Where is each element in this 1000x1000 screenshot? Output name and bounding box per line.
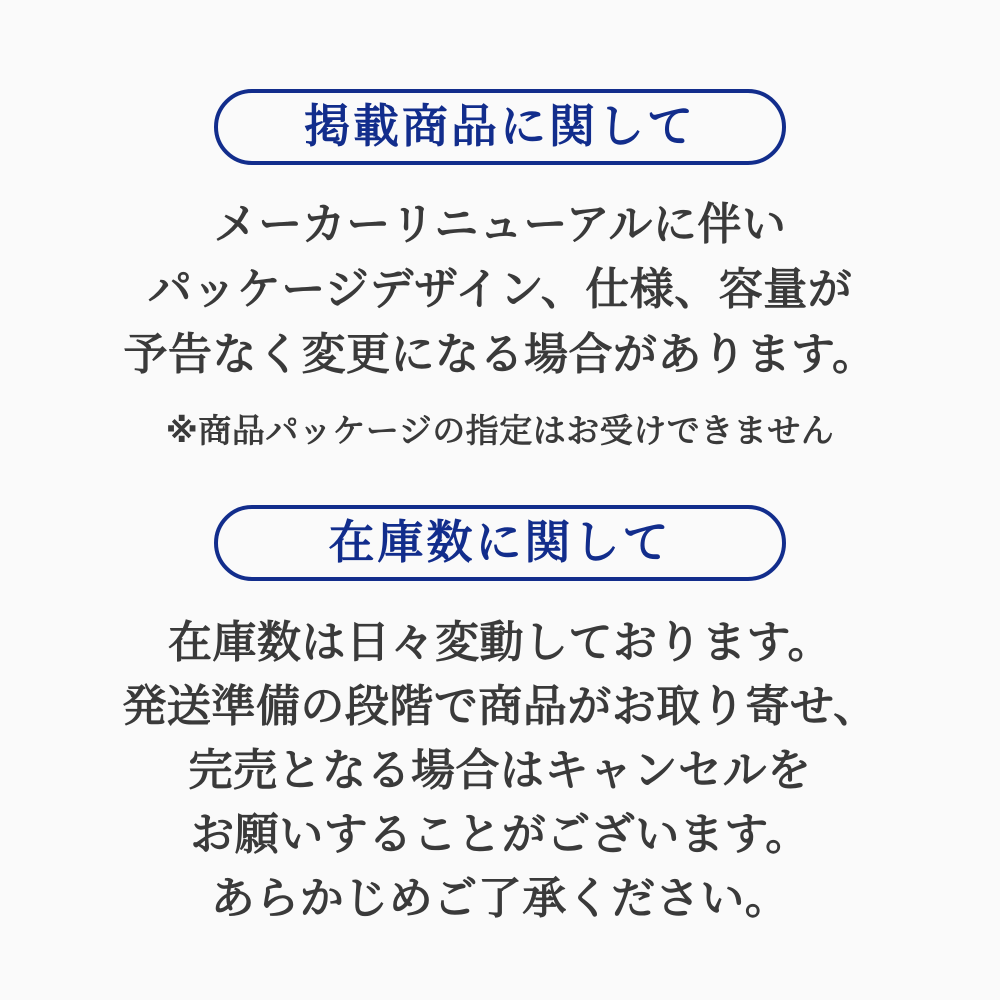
listed-products-section <box>0 0 1000 455</box>
body-line: 在庫数は日々変動しております。 <box>168 618 832 667</box>
stock-quantity-body <box>122 611 877 931</box>
listed-products-heading-label: 掲載商品に関して <box>304 100 696 152</box>
listed-products-heading-pill <box>214 89 786 165</box>
body-line: メーカーリニューアルに伴い <box>213 200 787 249</box>
body-line: あらかじめご了承ください。 <box>210 874 790 923</box>
stock-quantity-heading-pill <box>214 505 786 581</box>
body-line: パッケージデザイン、仕様、容量が <box>147 265 853 314</box>
body-line: 完売となる場合はキャンセルを <box>188 746 812 795</box>
package-spec-note: ※商品パッケージの指定はお受けできません <box>165 412 835 449</box>
body-line: お願いすることがございます。 <box>190 810 810 859</box>
listed-products-body <box>124 192 877 387</box>
stock-quantity-heading-label: 在庫数に関して <box>328 516 672 568</box>
body-line: 発送準備の段階で商品がお取り寄せ、 <box>122 682 878 731</box>
stock-quantity-section <box>0 455 1000 931</box>
body-line: 予告なく変更になる場合があります。 <box>123 330 877 379</box>
